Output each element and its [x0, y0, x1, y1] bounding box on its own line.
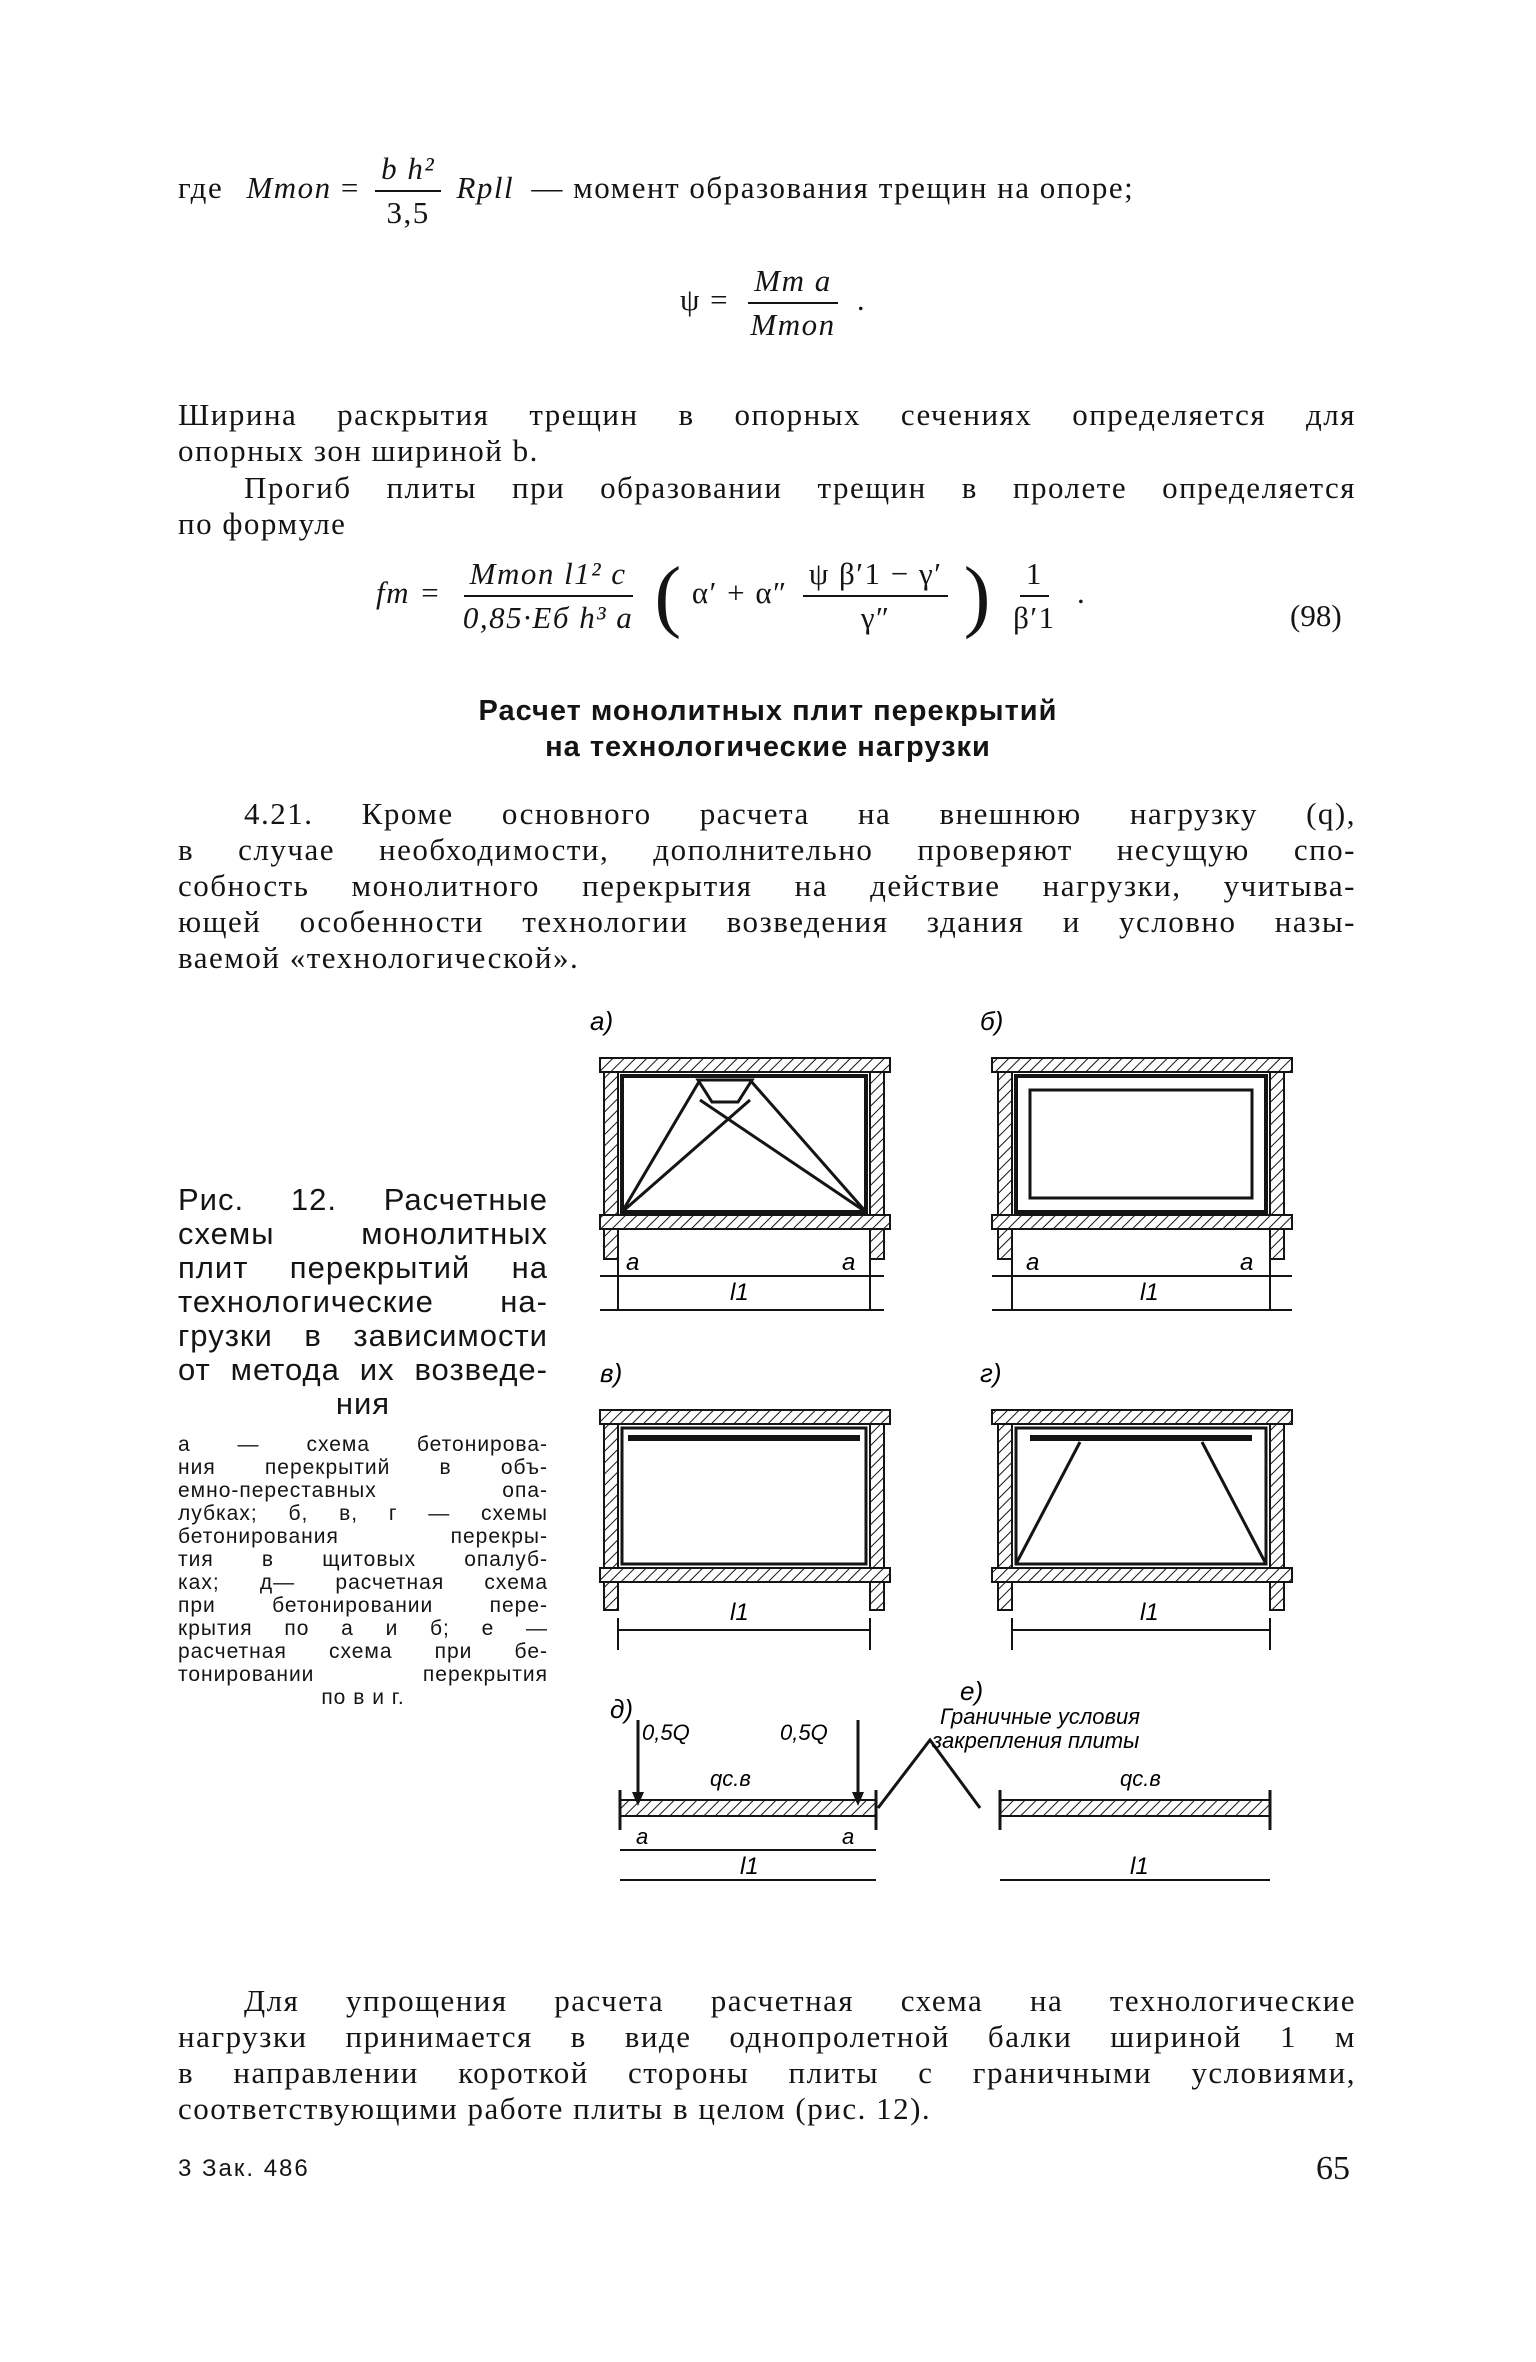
dim-a-right: a	[842, 1824, 855, 1849]
label-e: е)	[960, 1676, 984, 1706]
formula-fraction	[375, 150, 441, 232]
dim-a-left: a	[1026, 1249, 1040, 1276]
scheme-b	[980, 1006, 1292, 1310]
label-d: д)	[610, 1694, 634, 1724]
caption-small-line: крытия по а и б; е —	[178, 1617, 548, 1640]
load-left-label: 0,5Q	[642, 1720, 690, 1745]
f98-main-fraction	[457, 555, 639, 637]
span-label: l1	[730, 1599, 749, 1626]
top-formula: где Mтоп = $\frac{\text{b h²}}{3,5}$ Rpll — момент образования трещин на опоре;	[178, 151, 1135, 230]
scheme-v	[600, 1358, 890, 1650]
dim-a-right: a	[1240, 1249, 1254, 1276]
f98-denominator: 0,85·Eб h³ a	[462, 600, 634, 635]
caption-line: технологические на-	[178, 1284, 548, 1319]
paragraph-final	[178, 1983, 1356, 2127]
paragraph-crack	[178, 397, 1356, 469]
dim-a-left: a	[626, 1249, 640, 1276]
scheme-e	[931, 1676, 1270, 1880]
load-right-label: 0,5Q	[780, 1720, 828, 1745]
caption-small-line: тия в щитовых опалуб-	[178, 1548, 548, 1571]
f98-inner-left: α′ + α″	[691, 575, 788, 611]
text-line: в направлении короткой стороны плиты с граничными условиями,	[178, 2055, 1356, 2090]
figure-caption	[178, 1183, 548, 1709]
f98-lhs: fт =	[376, 575, 442, 611]
dim-a-left: a	[636, 1824, 649, 1849]
text-line: по формуле	[178, 506, 347, 541]
caption-small-line: емно-переставных опа-	[178, 1479, 548, 1502]
paragraph-4-21	[178, 796, 1356, 976]
text-line: ющей особенности технологии возведения здания и условно назы-	[178, 904, 1356, 939]
caption-small-line: лубках; б, в, г — схемы	[178, 1502, 548, 1525]
caption-small-line: тонировании перекрытия	[178, 1663, 548, 1686]
caption-small-line: ния перекрытий в объ-	[178, 1456, 548, 1479]
label-b: б)	[980, 1006, 1004, 1036]
heading-line: Расчет монолитных плит перекрытий	[478, 695, 1058, 727]
psi-numerator: Mт a	[748, 262, 837, 304]
formula-98: fт = $\frac{\text{Mтоп l1² c}}{\text{0,85·Eб h³ a}}$ ( α′ + α″ $\frac{\text{ψ β′1 − γ′}}{\gamma''}$ ) $\frac{1}{\beta'1}$ .	[376, 552, 1087, 640]
span-label: l1	[1140, 1279, 1159, 1306]
self-weight-label: qс.в	[1120, 1766, 1161, 1791]
boundary-note-2: закрепления плиты	[932, 1728, 1140, 1753]
caption-small-line: при бетонировании пере-	[178, 1594, 548, 1617]
caption-line: от метода их возведе-	[178, 1352, 548, 1387]
f98-outer-fraction	[1007, 555, 1062, 637]
formula-text: — момент образования трещин на опоре;	[531, 170, 1135, 206]
fraction-numerator: b h²	[375, 150, 441, 192]
section-heading	[300, 693, 1236, 765]
scheme-d	[610, 1694, 876, 1880]
text-line: Прогиб плиты при образовании трещин в пролете определяется	[244, 470, 1356, 505]
f98-inner-fraction	[803, 555, 949, 637]
f98-outer-numerator: 1	[1020, 555, 1049, 597]
caption-line: ния	[335, 1386, 391, 1421]
text-line: ваемой «технологической».	[178, 940, 580, 975]
caption-line: Рис. 12. Расчетные	[178, 1182, 548, 1217]
heading-line: на технологические нагрузки	[545, 731, 991, 763]
psi-lhs: ψ =	[680, 282, 730, 318]
caption-line: плит перекрытий на	[178, 1250, 548, 1285]
caption-line: схемы монолитных	[178, 1216, 548, 1251]
formula-lhs: Mтоп	[246, 170, 332, 206]
label-a: а)	[590, 1006, 614, 1036]
span-label: l1	[740, 1853, 759, 1880]
self-weight-label: qс.в	[710, 1766, 751, 1791]
f98-numerator: Mтоп l1² c	[464, 555, 633, 597]
f98-inner-denominator: γ″	[860, 600, 891, 635]
formula-lead: где	[178, 170, 224, 206]
scheme-g	[980, 1358, 1292, 1650]
text-line: опорных зон шириной b.	[178, 433, 539, 468]
equation-number: (98)	[1290, 598, 1342, 633]
fraction-denominator: 3,5	[386, 195, 430, 230]
caption-line: грузки в зависимости	[178, 1318, 548, 1353]
caption-small-line: расчетная схема при бе-	[178, 1640, 548, 1663]
text-line: собность монолитного перекрытия на действие нагрузки, учитыва-	[178, 868, 1356, 903]
psi-denominator: Mтоп	[750, 307, 836, 342]
span-label: l1	[1130, 1853, 1149, 1880]
text-line: в случае необходимости, дополнительно проверяют несущую спо-	[178, 832, 1356, 867]
footer-left: 3 Зак. 486	[178, 2155, 310, 2182]
f98-tail: .	[1076, 575, 1087, 611]
label-v: в)	[600, 1358, 623, 1388]
f98-outer-denominator: β′1	[1013, 600, 1056, 635]
figure-12	[580, 1000, 1340, 1940]
paragraph-deflection	[178, 470, 1356, 542]
text-line: Для упрощения расчета расчетная схема на технологические	[244, 1983, 1356, 2018]
page-number: 65	[1316, 2150, 1350, 2187]
psi-tail: .	[856, 282, 867, 318]
text-line: 4.21. Кроме основного расчета на внешнюю нагрузку (q),	[244, 796, 1356, 831]
psi-fraction	[744, 262, 841, 344]
dim-a-right: a	[842, 1249, 856, 1276]
caption-small-line: бетонирования перекры-	[178, 1525, 548, 1548]
text-line: нагрузки принимается в виде однопролетной балки шириной 1 м	[178, 2019, 1356, 2054]
span-label: l1	[1140, 1599, 1159, 1626]
psi-formula	[680, 262, 980, 344]
formula-factor: Rpll	[456, 170, 515, 206]
caption-small-line: а — схема бетонирова-	[178, 1433, 548, 1456]
text-line: соответствующими работе плиты в целом (рис. 12).	[178, 2091, 932, 2126]
f98-inner-numerator: ψ β′1 − γ′	[803, 555, 949, 597]
text-line: Ширина раскрытия трещин в опорных сечениях определяется для	[178, 397, 1356, 432]
boundary-note-1: Граничные условия	[940, 1704, 1140, 1729]
scheme-a	[590, 1006, 890, 1310]
caption-small-line: по в и г.	[321, 1686, 405, 1709]
span-label: l1	[730, 1279, 749, 1306]
caption-small-line: ках; д— расчетная схема	[178, 1571, 548, 1594]
label-g: г)	[980, 1358, 1002, 1388]
